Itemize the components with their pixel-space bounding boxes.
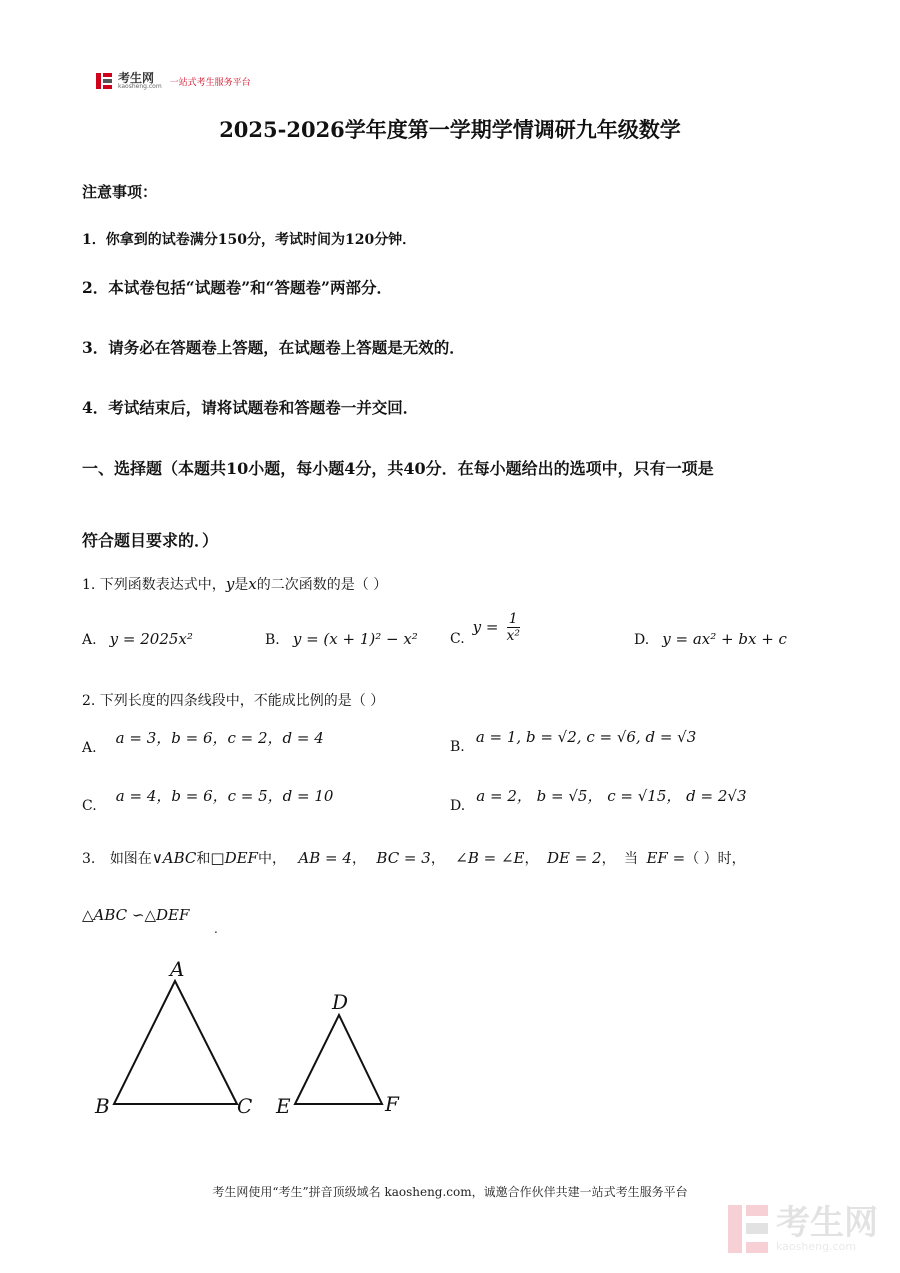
q3-text-2: 和 <box>196 851 211 867</box>
q3-similarity <box>82 905 189 924</box>
note-item-3: 3．请务必在答题卷上答题，在试题卷上答题是无效的． <box>82 338 465 357</box>
watermark-name: 考生网 <box>776 1202 878 1243</box>
q1-option-b <box>265 629 418 648</box>
q2-option-b-label: B. <box>450 739 465 755</box>
q1-option-c-numerator: 1 <box>508 610 518 627</box>
q1-stem <box>82 574 387 594</box>
q1-var-x: x <box>248 575 257 593</box>
q3-blank: （ ）时， <box>685 851 746 867</box>
vertex-label-a: A <box>170 957 185 981</box>
q2-option-a <box>82 727 324 756</box>
watermark-text <box>776 1202 878 1253</box>
section-heading-line2: 符合题目要求的．） <box>82 531 219 550</box>
q2-option-b-expr: a = 1, b = √2, c = √6, d = √3 <box>475 728 697 746</box>
q1-option-b-expr: y = (x + 1)² − x² <box>292 630 418 648</box>
logo-slogan: 一站式考生服务平台 <box>169 77 251 88</box>
watermark-icon <box>728 1205 768 1253</box>
notes-heading: 注意事项： <box>82 183 158 201</box>
q1-option-a <box>82 629 193 648</box>
q1-option-c-label: C. <box>450 631 465 647</box>
vertex-label-f: F <box>385 1092 399 1116</box>
q1-option-c-denominator: x² <box>506 627 520 644</box>
logo-text <box>118 72 162 90</box>
q3-similarity-expr: △ABC ∽△DEF <box>82 906 190 924</box>
q2-option-b <box>450 727 697 755</box>
page-footer: 考生网使用“考生”拼音顶级域名 kaosheng.com，诚邀合作伙伴共建一站式考生服务平台 <box>212 1185 688 1199</box>
section-heading-line1: 一、选择题（本题共10小题，每小题4分，共40分．在每小题给出的选项中，只有一项是 <box>82 459 714 478</box>
q2-stem: 2. 下列长度的四条线段中，不能成比例的是（ ） <box>82 693 385 709</box>
note-item-1: 1．你拿到的试卷满分150分，考试时间为120分钟． <box>82 232 417 248</box>
watermark-domain: kaosheng.com <box>776 1239 857 1253</box>
q3-cond-ab: AB = 4 <box>298 849 352 867</box>
q2-option-c-label: C. <box>82 798 97 814</box>
q1-var-y: y <box>225 575 235 593</box>
logo-domain: kaosheng.com <box>118 83 162 90</box>
q1-suffix: 的二次函数的是（ ） <box>256 577 388 593</box>
q2-option-a-expr: a = 3，b = 6，c = 2，d = 4 <box>115 729 324 747</box>
vertex-label-d: D <box>332 990 349 1014</box>
q3-text-1: 如图在 <box>109 851 152 867</box>
q1-option-c-fraction <box>506 611 520 644</box>
q3-triangle-def: □DEF <box>210 849 258 867</box>
q3-number: 3. <box>82 851 96 867</box>
q1-prefix: 1. 下列函数表达式中， <box>82 577 226 593</box>
q3-cond-ef: EF = <box>646 849 686 867</box>
site-logo <box>96 72 251 90</box>
q1-option-d-label: D. <box>634 632 650 648</box>
q3-cond-angle: ∠B = ∠E <box>455 849 525 867</box>
vertex-label-b: B <box>95 1094 110 1118</box>
q2-option-c-expr: a = 4，b = 6，c = 5，d = 10 <box>115 787 334 805</box>
logo-icon <box>96 73 112 89</box>
q3-cond-bc: BC = 3 <box>376 849 431 867</box>
q1-option-d <box>634 629 787 648</box>
q1-option-b-label: B. <box>265 632 280 648</box>
q1-is: 是 <box>234 577 249 593</box>
note-item-2: 2．本试卷包括“试题卷”和“答题卷”两部分． <box>82 278 392 297</box>
logo-name: 考生网 <box>118 71 155 85</box>
q1-option-c-lhs: y = <box>472 618 499 636</box>
q3-triangle-abc: ∨ABC <box>151 849 197 867</box>
q2-option-d-label: D. <box>450 798 466 814</box>
q3-text-3: 中， <box>257 851 286 867</box>
exam-title: 2025-2026学年度第一学期学情调研九年级数学 <box>219 117 681 142</box>
note-item-4: 4．考试结束后，请将试题卷和答题卷一并交回． <box>82 398 419 417</box>
vertex-label-e: E <box>276 1094 291 1118</box>
q2-option-d <box>450 785 747 814</box>
vertex-label-c: C <box>237 1094 253 1118</box>
q3-period: . <box>214 922 218 936</box>
q3-cond-de: DE = 2 <box>546 849 602 867</box>
q1-option-c <box>450 607 520 647</box>
q2-option-c <box>82 785 334 814</box>
triangle-abc <box>114 981 237 1104</box>
watermark-logo <box>728 1202 878 1253</box>
q3-stem: 3. 如图在∨ABC和□DEF中， AB = 4， BC = 3， ∠B = ∠E， DE = 2， 当 EF =（ ）时， <box>82 849 746 867</box>
q2-option-a-label: A. <box>82 740 97 756</box>
q3-text-4: 当 <box>624 851 639 867</box>
q3-figure <box>90 955 420 1125</box>
q1-option-a-label: A. <box>82 632 97 648</box>
q1-option-d-expr: y = ax² + bx + c <box>662 630 787 648</box>
q1-option-a-expr: y = 2025x² <box>109 630 193 648</box>
triangle-def <box>295 1015 382 1104</box>
q2-option-d-expr: a = 2， b = √5， c = √15， d = 2√3 <box>476 787 747 805</box>
